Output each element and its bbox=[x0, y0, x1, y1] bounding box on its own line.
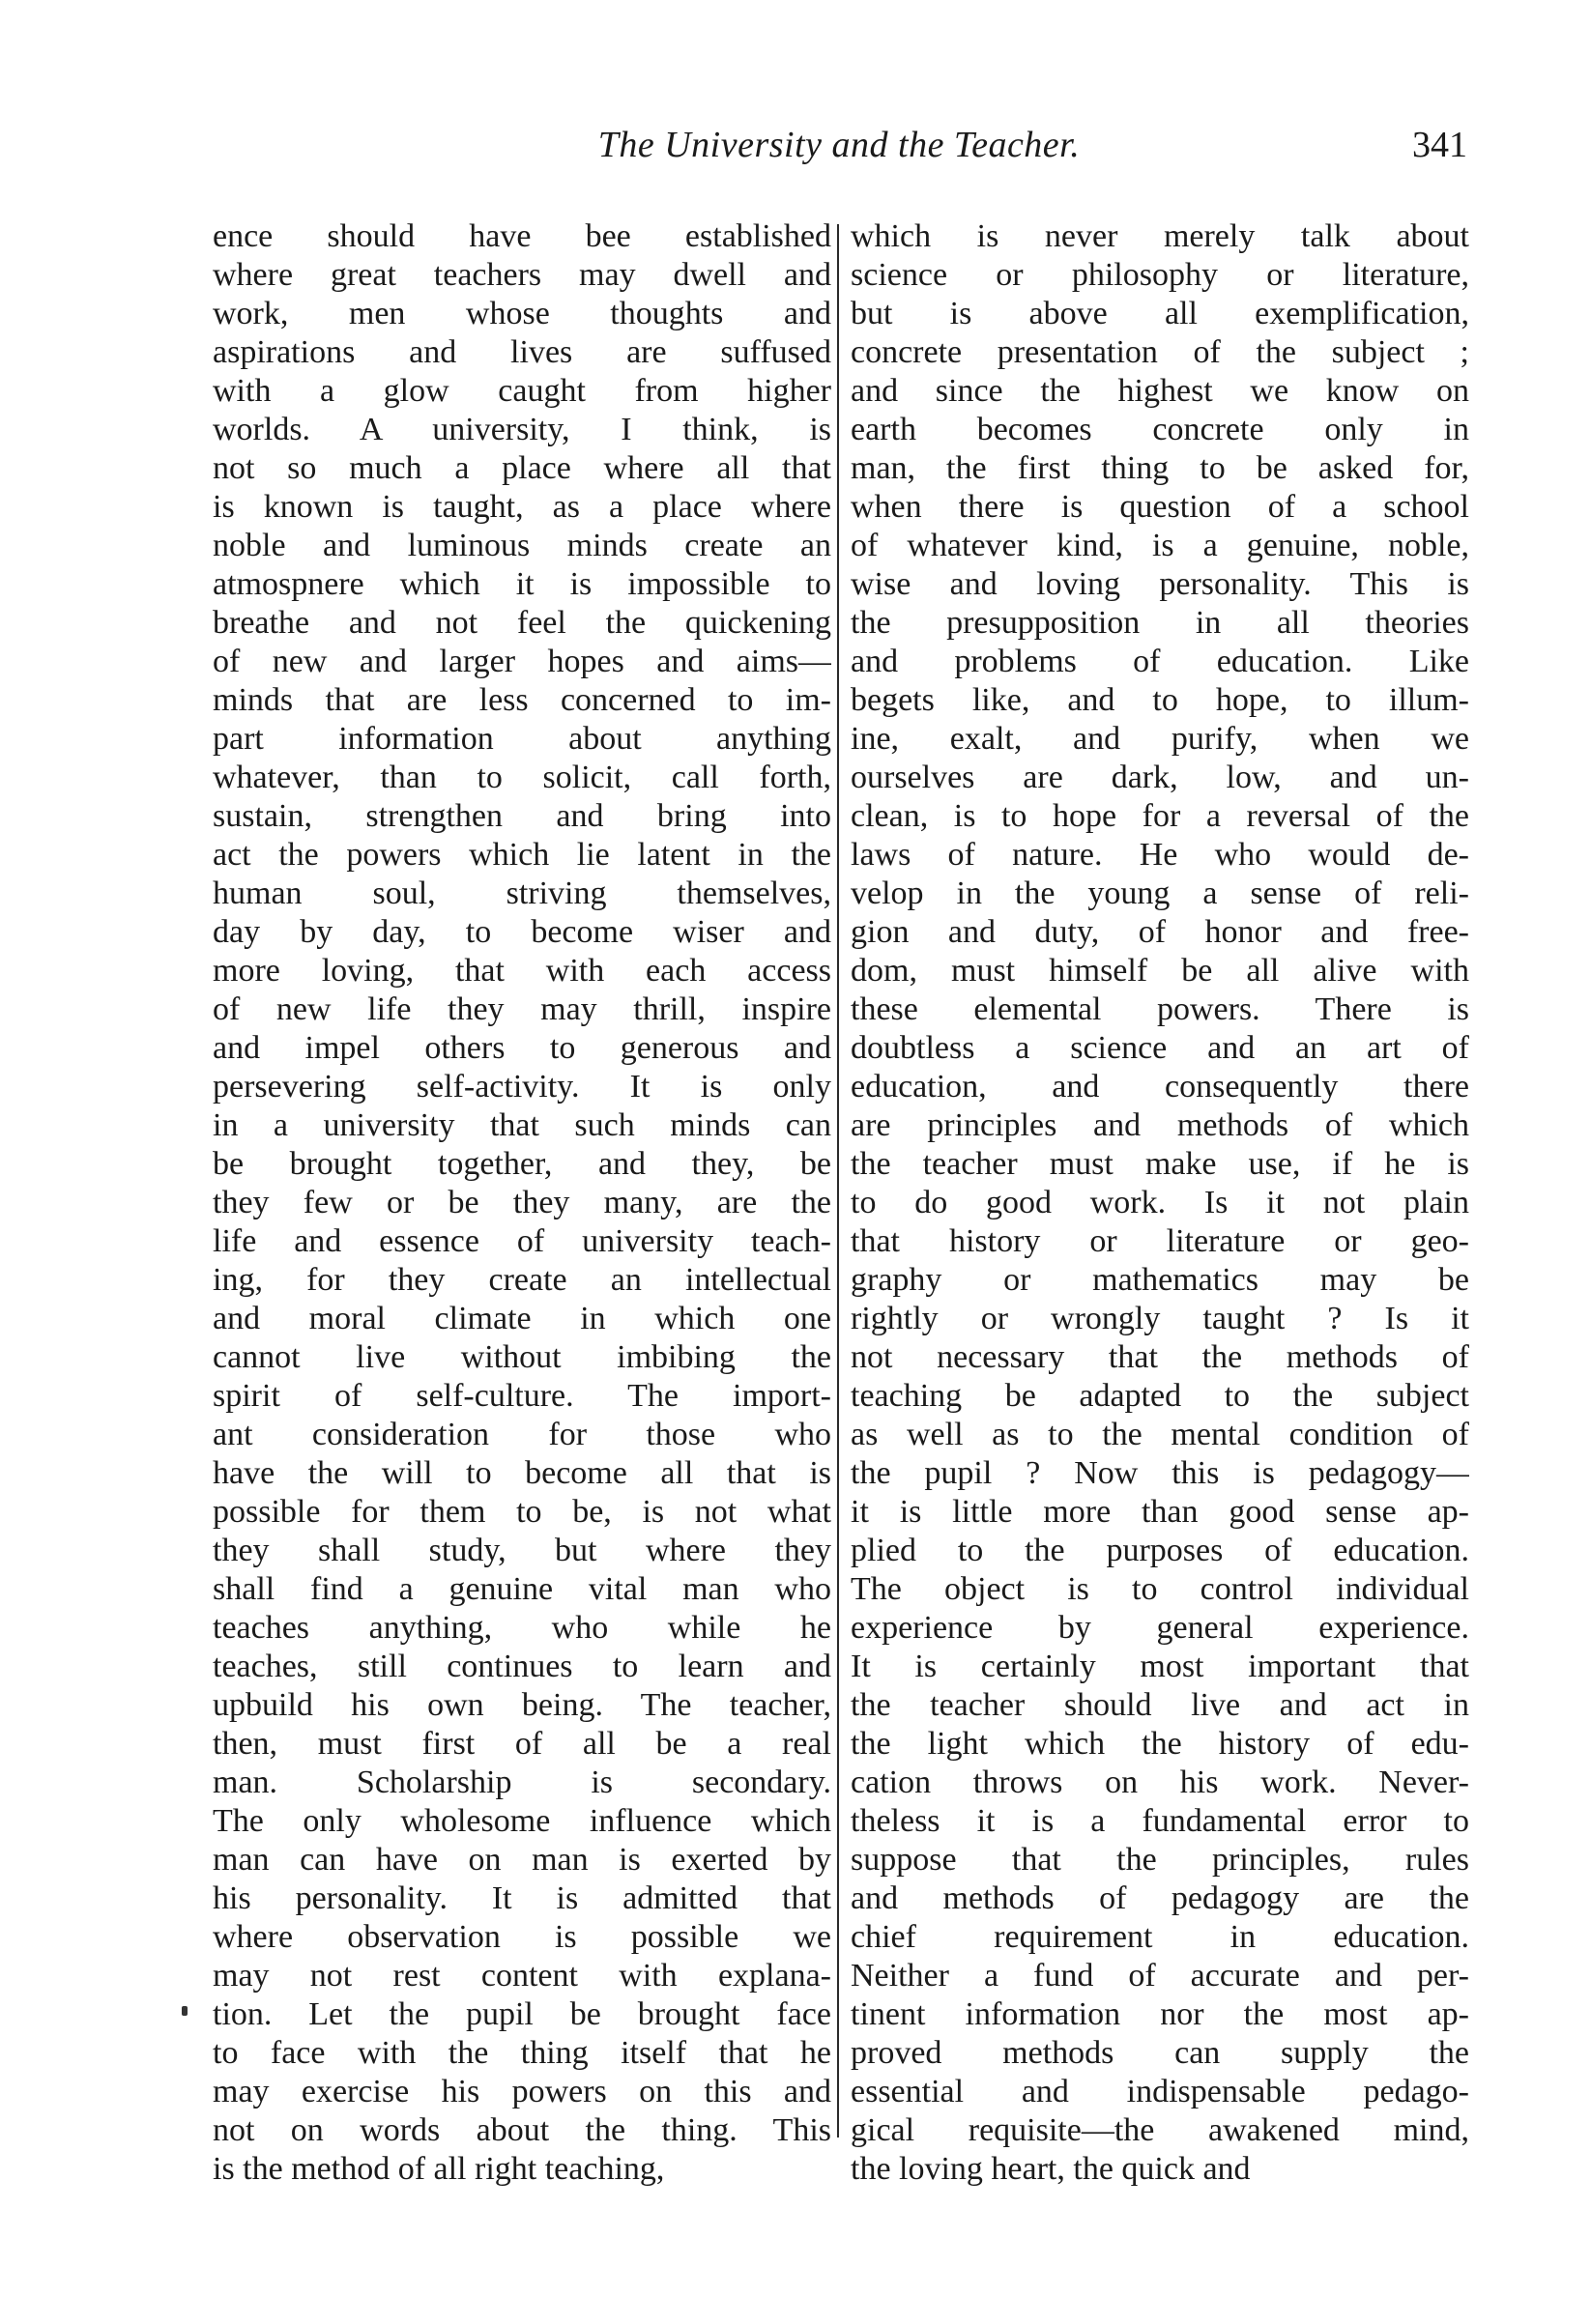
text-line: upbuild his own being. The teacher, bbox=[213, 1687, 831, 1723]
margin-mark bbox=[182, 2006, 188, 2016]
text-line: human soul, striving themselves, bbox=[213, 875, 831, 911]
text-line: gion and duty, of honor and free- bbox=[851, 914, 1469, 950]
text-line: but is above all exemplification, bbox=[851, 296, 1469, 331]
text-line: plied to the purposes of education. bbox=[851, 1533, 1469, 1568]
text-line: and moral climate in which one bbox=[213, 1301, 831, 1336]
text-line: where observation is possible we bbox=[213, 1919, 831, 1955]
text-line: when there is question of a school bbox=[851, 489, 1469, 525]
text-line: breathe and not feel the quickening bbox=[213, 605, 831, 641]
text-line: teaches, still continues to learn and bbox=[213, 1649, 831, 1684]
text-line: noble and luminous minds create an bbox=[213, 528, 831, 563]
text-line: worlds. A university, I think, is bbox=[213, 412, 831, 447]
text-line: suppose that the principles, rules bbox=[851, 1842, 1469, 1878]
text-line: more loving, that with each access bbox=[213, 953, 831, 989]
text-line: and impel others to generous and bbox=[213, 1030, 831, 1066]
text-line: may exercise his powers on this and bbox=[213, 2074, 831, 2109]
text-line: tion. Let the pupil be brought face bbox=[213, 1996, 831, 2032]
text-line: theless it is a fundamental error to bbox=[851, 1803, 1469, 1839]
text-line: experience by general experience. bbox=[851, 1610, 1469, 1646]
text-line: the presupposition in all theories bbox=[851, 605, 1469, 641]
text-line: The only wholesome influence which bbox=[213, 1803, 831, 1839]
text-line: concrete presentation of the subject ; bbox=[851, 334, 1469, 370]
text-line: to face with the thing itself that he bbox=[213, 2035, 831, 2071]
text-line: Neither a fund of accurate and per- bbox=[851, 1958, 1469, 1994]
text-line: teaching be adapted to the subject bbox=[851, 1378, 1469, 1414]
text-line: the light which the history of edu- bbox=[851, 1726, 1469, 1762]
text-line: dom, must himself be all alive with bbox=[851, 953, 1469, 989]
text-line: and since the highest we know on bbox=[851, 373, 1469, 409]
text-line: The object is to control individual bbox=[851, 1571, 1469, 1607]
text-line: proved methods can supply the bbox=[851, 2035, 1469, 2071]
text-line: cation throws on his work. Never- bbox=[851, 1765, 1469, 1800]
text-line: have the will to become all that is bbox=[213, 1455, 831, 1491]
text-line: ing, for they create an intellectual bbox=[213, 1262, 831, 1298]
text-line: with a glow caught from higher bbox=[213, 373, 831, 409]
text-line: ine, exalt, and purify, when we bbox=[851, 721, 1469, 757]
text-line: persevering self-activity. It is only bbox=[213, 1069, 831, 1105]
text-line: of new life they may thrill, inspire bbox=[213, 991, 831, 1027]
text-line: are principles and methods of which bbox=[851, 1107, 1469, 1143]
text-line: as well as to the mental condition of bbox=[851, 1417, 1469, 1452]
text-line: ence should have bee established bbox=[213, 218, 831, 254]
text-line: they few or be they many, are the bbox=[213, 1185, 831, 1220]
text-line: not so much a place where all that bbox=[213, 450, 831, 486]
text-line: tinent information nor the most ap- bbox=[851, 1996, 1469, 2032]
text-line: education, and consequently there bbox=[851, 1069, 1469, 1105]
text-line: cannot live without imbibing the bbox=[213, 1339, 831, 1375]
text-line: be brought together, and they, be bbox=[213, 1146, 831, 1182]
text-line: laws of nature. He who would de- bbox=[851, 837, 1469, 873]
text-line: which is never merely talk about bbox=[851, 218, 1469, 254]
text-line: earth becomes concrete only in bbox=[851, 412, 1469, 447]
text-line: work, men whose thoughts and bbox=[213, 296, 831, 331]
text-line: gical requisite—the awakened mind, bbox=[851, 2112, 1469, 2148]
text-line: then, must first of all be a real bbox=[213, 1726, 831, 1762]
text-line: doubtless a science and an art of bbox=[851, 1030, 1469, 1066]
text-line: act the powers which lie latent in the bbox=[213, 837, 831, 873]
text-line: shall find a genuine vital man who bbox=[213, 1571, 831, 1607]
text-line: velop in the young a sense of reli- bbox=[851, 875, 1469, 911]
text-line: is known is taught, as a place where bbox=[213, 489, 831, 525]
text-line: it is little more than good sense ap- bbox=[851, 1494, 1469, 1530]
text-line: possible for them to be, is not what bbox=[213, 1494, 831, 1530]
text-line: atmospnere which it is impossible to bbox=[213, 566, 831, 602]
text-line: the teacher must make use, if he is bbox=[851, 1146, 1469, 1182]
text-line: science or philosophy or literature, bbox=[851, 257, 1469, 293]
text-line: whatever, than to solicit, call forth, bbox=[213, 760, 831, 795]
text-line: not on words about the thing. This bbox=[213, 2112, 831, 2148]
text-line: minds that are less concerned to im- bbox=[213, 682, 831, 718]
text-line: graphy or mathematics may be bbox=[851, 1262, 1469, 1298]
text-line: spirit of self-culture. The import- bbox=[213, 1378, 831, 1414]
running-head bbox=[211, 124, 1467, 182]
text-line: ourselves are dark, low, and un- bbox=[851, 760, 1469, 795]
text-line: of whatever kind, is a genuine, noble, bbox=[851, 528, 1469, 563]
text-line: in a university that such minds can bbox=[213, 1107, 831, 1143]
text-line: clean, is to hope for a reversal of the bbox=[851, 798, 1469, 834]
right-text-column bbox=[851, 217, 1469, 2189]
text-line: part information about anything bbox=[213, 721, 831, 757]
text-line: that history or literature or geo- bbox=[851, 1223, 1469, 1259]
text-line: teaches anything, who while he bbox=[213, 1610, 831, 1646]
running-title: The University and the Teacher. bbox=[597, 125, 1081, 165]
page-number: 341 bbox=[1412, 125, 1467, 165]
text-line: essential and indispensable pedago- bbox=[851, 2074, 1469, 2109]
column-divider bbox=[837, 224, 839, 2138]
text-line: man, the first thing to be asked for, bbox=[851, 450, 1469, 486]
text-line: not necessary that the methods of bbox=[851, 1339, 1469, 1375]
text-line: these elemental powers. There is bbox=[851, 991, 1469, 1027]
text-line: the pupil ? Now this is pedagogy— bbox=[851, 1455, 1469, 1491]
text-line: to do good work. Is it not plain bbox=[851, 1185, 1469, 1220]
left-text-column bbox=[213, 217, 831, 2189]
text-line: they shall study, but where they bbox=[213, 1533, 831, 1568]
text-line: begets like, and to hope, to illum- bbox=[851, 682, 1469, 718]
text-line: ant consideration for those who bbox=[213, 1417, 831, 1452]
text-line: the teacher should live and act in bbox=[851, 1687, 1469, 1723]
text-line: It is certainly most important that bbox=[851, 1649, 1469, 1684]
text-line: the loving heart, the quick and bbox=[851, 2151, 1251, 2187]
text-line: and problems of education. Like bbox=[851, 644, 1469, 679]
text-line: rightly or wrongly taught ? Is it bbox=[851, 1301, 1469, 1336]
text-line: his personality. It is admitted that bbox=[213, 1880, 831, 1916]
text-line: chief requirement in education. bbox=[851, 1919, 1469, 1955]
text-line: and methods of pedagogy are the bbox=[851, 1880, 1469, 1916]
text-line: man can have on man is exerted by bbox=[213, 1842, 831, 1878]
text-line: aspirations and lives are suffused bbox=[213, 334, 831, 370]
text-line: of new and larger hopes and aims— bbox=[213, 644, 831, 679]
text-line: wise and loving personality. This is bbox=[851, 566, 1469, 602]
text-line: man. Scholarship is secondary. bbox=[213, 1765, 831, 1800]
text-line: may not rest content with explana- bbox=[213, 1958, 831, 1994]
text-line: sustain, strengthen and bring into bbox=[213, 798, 831, 834]
text-line: life and essence of university teach- bbox=[213, 1223, 831, 1259]
text-line: is the method of all right teaching, bbox=[213, 2151, 665, 2187]
text-line: where great teachers may dwell and bbox=[213, 257, 831, 293]
text-line: day by day, to become wiser and bbox=[213, 914, 831, 950]
